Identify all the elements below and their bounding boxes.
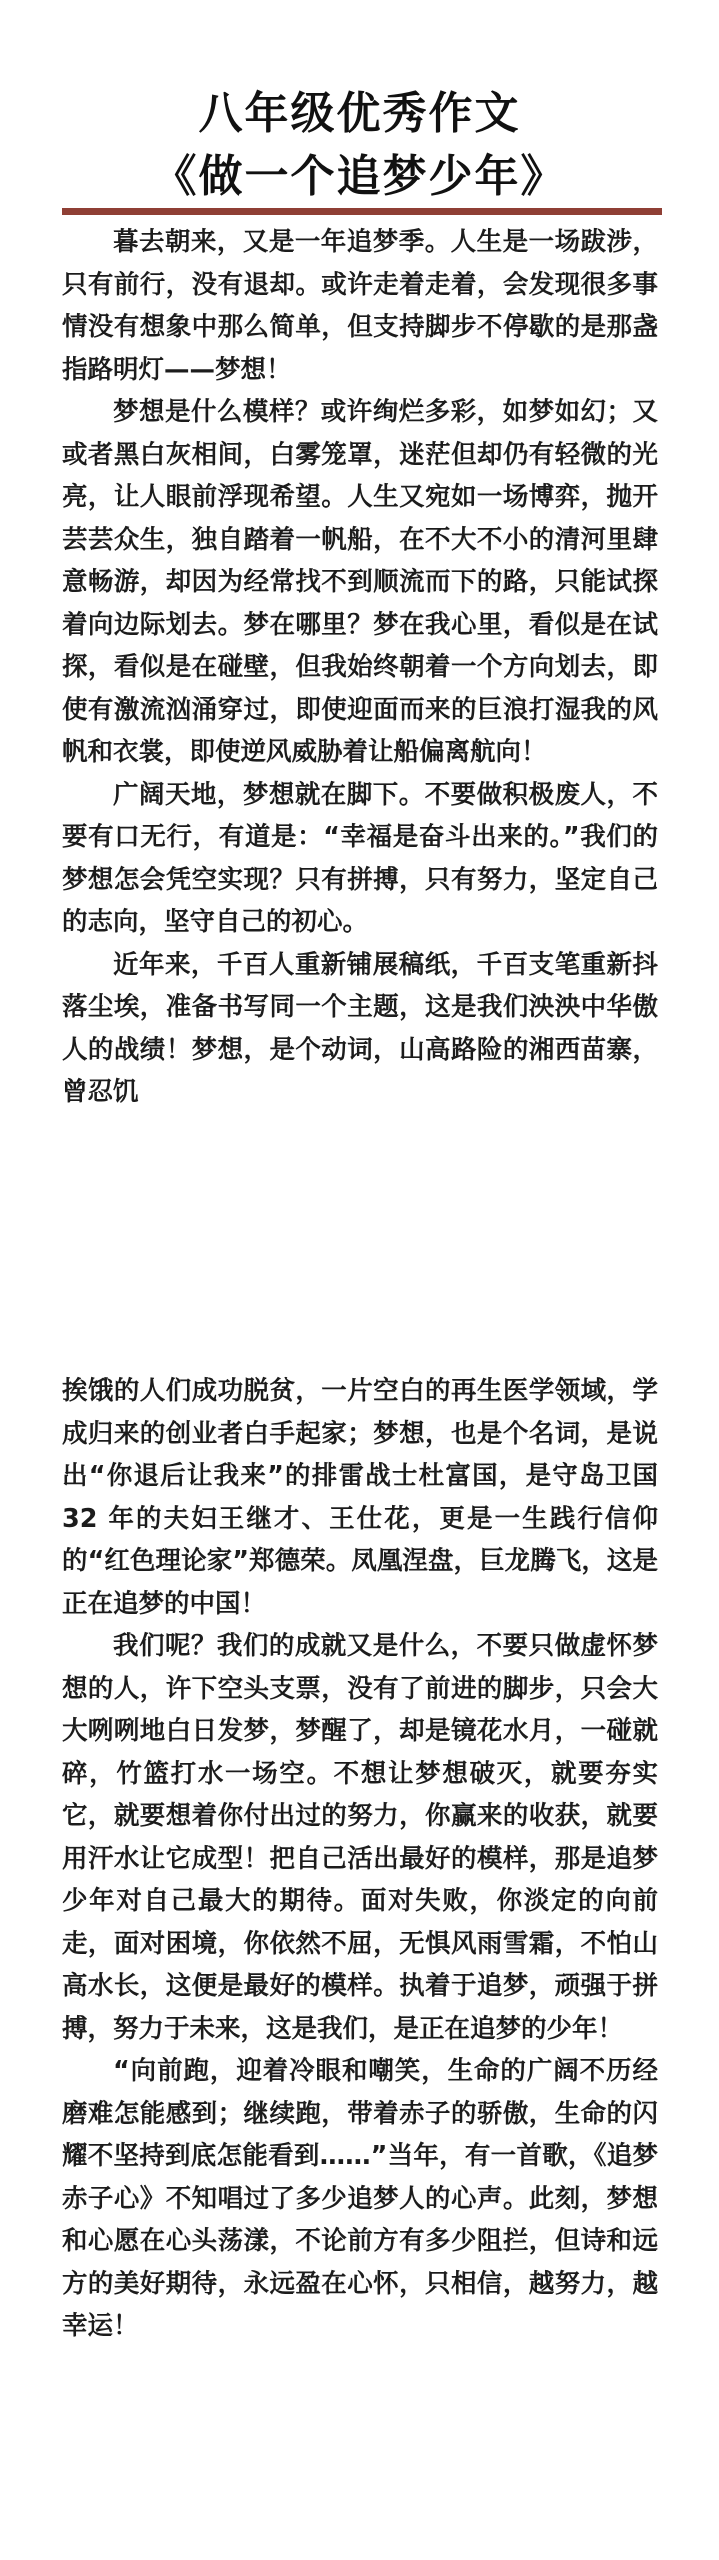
paragraph-2: 梦想是什么模样？或许绚烂多彩，如梦如幻；又或者黑白灰相间，白雾笼罩，迷茫但却仍有轻微的光亮，让人眼前浮现希望。人生又宛如一场博弈，抛开芸芸众生，独自踏着一帆船，在不大不小的清河里肆意畅游，却因为经常找不到顺流而下的路，只能试探着向边际划去。梦在哪里？梦在我心里，看似是在试探，看似是在碰壁，但我始终朝着一个方向划去，即使有激流汹涌穿过，即使迎面而来的巨浪打湿我的风帆和衣裳，即使逆风威胁着让船偏离航向！ [62,397,658,767]
essay-section-2 [62,1370,658,2348]
paragraph-4-continued: 挨饿的人们成功脱贫，一片空白的再生医学领域，学成归来的创业者白手起家；梦想，也是个名词，是说出“你退后让我来”的排雷战士杜富国，是守岛卫国 32 年的夫妇王继才、王仕花，更是一生践行信仰的“红色理论家”郑德荣。凤凰涅盘，巨龙腾飞，这是正在追梦的中国！ [62,1376,658,1619]
title-block [0,84,719,208]
title-grade-heading: 八年级优秀作文 [198,88,521,139]
paragraph-5: 我们呢？我们的成就又是什么，不要只做虚怀梦想的人，许下空头支票，没有了前进的脚步，只会大大咧咧地白日发梦，梦醒了，却是镜花水月，一碰就碎，竹篮打水一场空。不想让梦想破灭，就要夯实它，就要想着你付出过的努力，你赢来的收获，就要用汗水让它成型！把自己活出最好的模样，那是追梦少年对自己最大的期待。面对失败，你淡定的向前走，面对困境，你依然不屈，无惧风雨雪霜，不怕山高水长，这便是最好的模样。执着于追梦，顽强于拼搏，努力于未来，这是我们，是正在追梦的少年！ [62,1631,658,2044]
essay-title: 《做一个追梦少年》 [152,151,567,202]
paragraph-1: 暮去朝来，又是一年追梦季。人生是一场跋涉，只有前行，没有退却。或许走着走着，会发现很多事情没有想象中那么简单，但支持脚步不停歇的是那盏指路明灯——梦想！ [62,227,658,385]
paragraph-4-start: 近年来，千百人重新铺展稿纸，千百支笔重新抖落尘埃，准备书写同一个主题，这是我们泱泱中华傲人的战绩！梦想，是个动词，山高路险的湘西苗寨，曾忍饥 [62,949,658,1107]
title-divider [62,208,662,215]
essay-section-1 [62,221,658,1114]
paragraph-3: 广阔天地，梦想就在脚下。不要做积极废人，不要有口无行，有道是：“幸福是奋斗出来的。”我们的梦想怎会凭空实现？只有拼搏，只有努力，坚定自己的志向，坚守自己的初心。 [62,779,658,937]
paragraph-6: “向前跑，迎着冷眼和嘲笑，生命的广阔不历经磨难怎能感到；继续跑，带着赤子的骄傲，生命的闪耀不坚持到底怎能看到……”当年，有一首歌，《追梦赤子心》不知唱过了多少追梦人的心声。此刻，梦想和心愿在心头荡漾，不论前方有多少阻拦，但诗和远方的美好期待，永远盈在心怀，只相信，越努力，越幸运！ [62,2056,658,2341]
